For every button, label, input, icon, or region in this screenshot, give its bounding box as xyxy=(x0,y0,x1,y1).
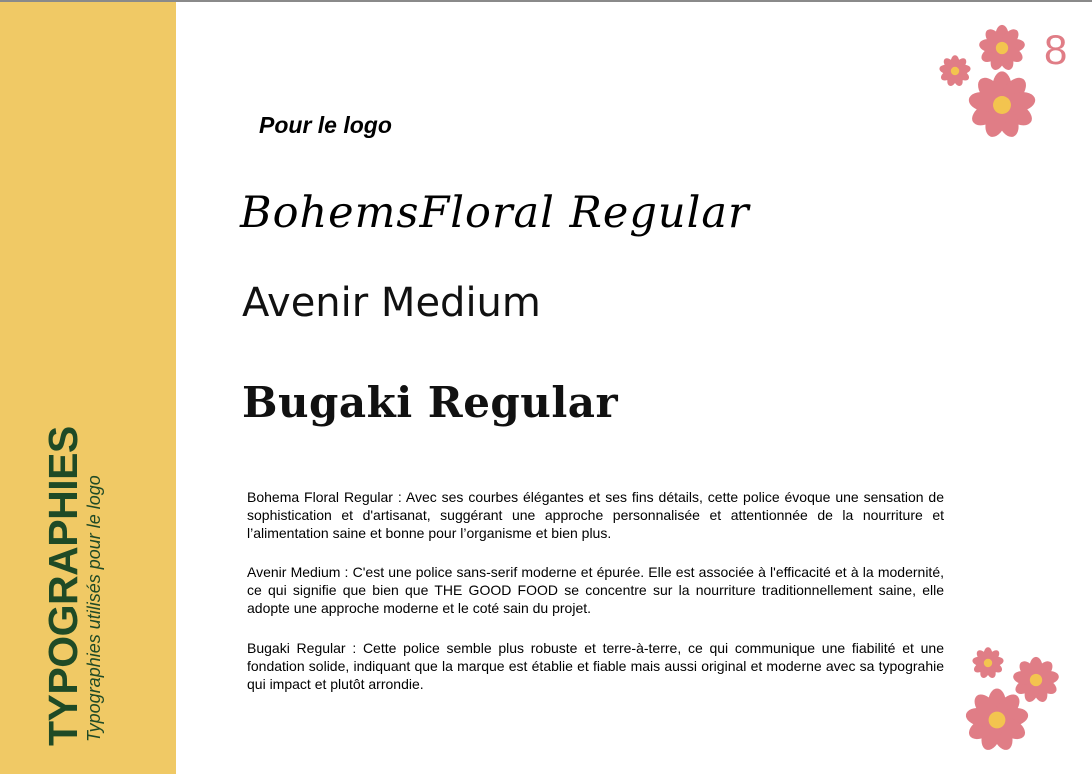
page-number: 8 xyxy=(1044,26,1068,73)
flower-icon xyxy=(1012,657,1060,704)
font-sample-bohema-floral: BohemsFloral Regular xyxy=(240,188,750,238)
font-sample-bugaki-regular: Bugaki Regular xyxy=(242,378,619,427)
sidebar-subtitle: Typographies utilisés pour le logo xyxy=(84,475,104,742)
flower-icon xyxy=(939,55,972,87)
flower-icon xyxy=(978,25,1026,72)
description-bohema-floral: Bohema Floral Regular : Avec ses courbes élégantes et ses fins détails, cette police évoque une sensation de sophistication et d'artisanat, suggérant une approche personnalisée et attentionnée de la nourriture et l’alimentation saine et bonne pour l’organisme et bien plus. xyxy=(247,489,944,541)
flower-icon xyxy=(967,71,1037,139)
flower-icon xyxy=(972,647,1005,679)
font-sample-avenir-medium: Avenir Medium xyxy=(242,280,541,326)
description-avenir-medium: Avenir Medium : C'est une police sans-serif moderne et épurée. Elle est associée à l'efficacité et à la modernité, ce qui signifie que bien que THE GOOD FOOD se concentre sur la nourriture traditionnellement saine, elle adopte une approche moderne et le coté sain du projet. xyxy=(247,564,944,616)
description-bugaki-regular: Bugaki Regular : Cette police semble plus robuste et terre-à-terre, ce qui communique une fiabilité et une fondation solide, indiquant que la marque est établie et fiable mais aussi original et moderne avec sa typograhie qui impact et plutôt arrondie. xyxy=(247,640,944,692)
sidebar-title: TYPOGRAPHIES xyxy=(40,426,86,746)
flower-icon xyxy=(964,689,1029,753)
section-heading: Pour le logo xyxy=(259,112,392,138)
